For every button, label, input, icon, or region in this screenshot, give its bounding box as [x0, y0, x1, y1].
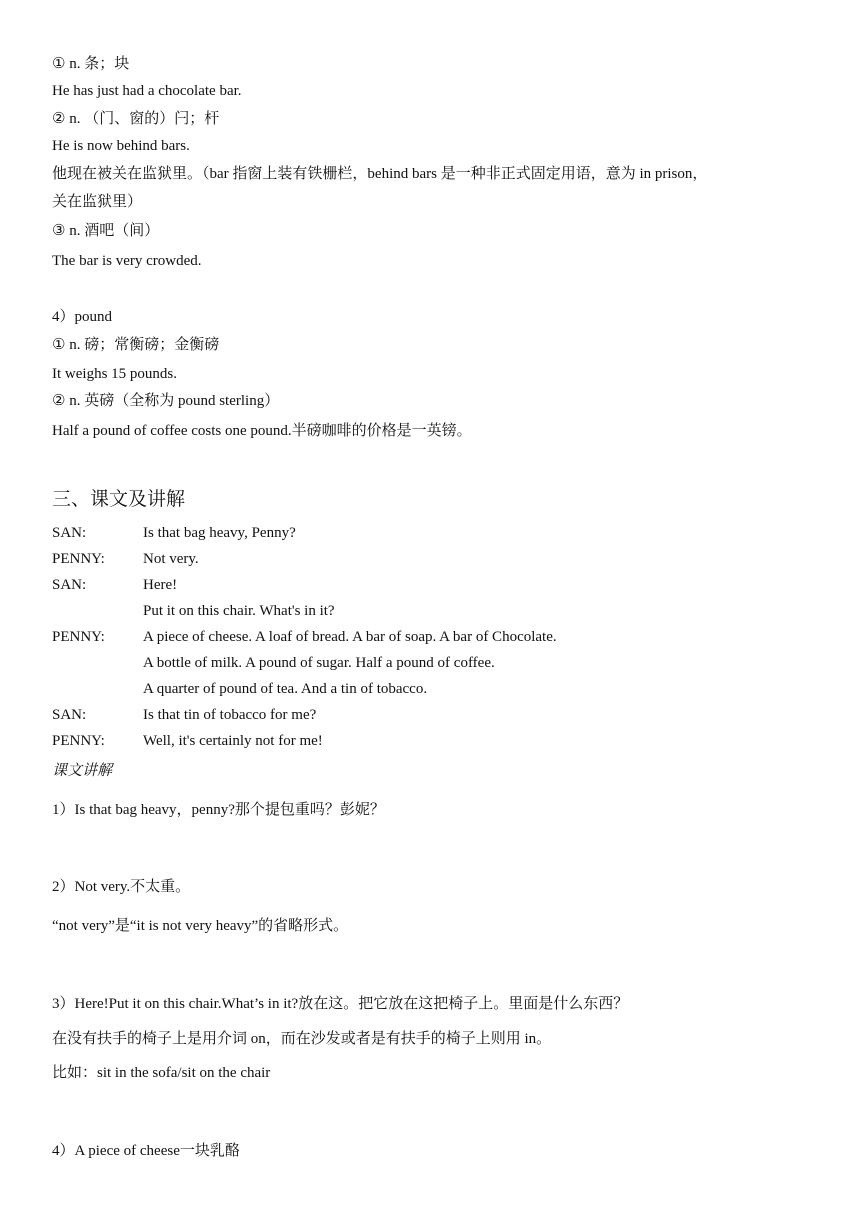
dialogue-line	[0, 654, 860, 672]
speaker: PENNY:	[52, 551, 105, 567]
line-text: Well, it's certainly not for me!	[143, 733, 323, 749]
speaker: SAN:	[52, 525, 87, 541]
dialogue-line	[0, 706, 860, 724]
explanation-heading: 课文讲解	[52, 763, 113, 779]
note-3: 3）Here!Put it on this chair.What’s in it?放在这。把它放在这把椅子上。里面是什么东西？	[52, 996, 629, 1012]
note-3-example: 比如：sit in the sofa/sit on the chair	[52, 1065, 271, 1081]
line-text: Is that tin of tobacco for me?	[143, 707, 317, 723]
pound-definition-2: ② n. 英磅（全称为 pound sterling）	[52, 393, 280, 409]
pound-definition-1: ① n. 磅；常衡磅；金衡磅	[52, 337, 220, 353]
line-text: A piece of cheese. A loaf of bread. A bar of soap. A bar of Chocolate.	[143, 629, 557, 645]
dialogue-line	[0, 732, 860, 750]
bar-example-3: The bar is very crowded.	[52, 253, 202, 269]
note-4: 4）A piece of cheese一块乳酪	[52, 1143, 240, 1159]
bar-definition-1: ① n. 条；块	[52, 56, 130, 72]
line-text: A bottle of milk. A pound of sugar. Half a pound of coffee.	[143, 655, 495, 671]
pound-title: 4）pound	[52, 309, 113, 325]
bar-definition-3: ③ n. 酒吧（间）	[52, 223, 160, 239]
section-heading: 三、课文及讲解	[52, 489, 186, 510]
bar-example-1: He has just had a chocolate bar.	[52, 83, 242, 99]
dialogue-line	[0, 680, 860, 698]
bar-example-2-explanation: 他现在被关在监狱里。（bar 指窗上装有铁栅栏，behind bars 是一种非正式固定用语，意为 in prison，	[52, 166, 708, 182]
line-text: A quarter of pound of tea. And a tin of tobacco.	[143, 681, 428, 697]
dialogue-line	[0, 576, 860, 594]
speaker: PENNY:	[52, 629, 105, 645]
line-text: Put it on this chair. What's in it?	[143, 603, 335, 619]
pound-example-2: Half a pound of coffee costs one pound.半磅咖啡的价格是一英镑。	[52, 423, 472, 439]
line-text: Is that bag heavy, Penny?	[143, 525, 296, 541]
note-2: 2）Not very.不太重。	[52, 879, 191, 895]
speaker: SAN:	[52, 707, 87, 723]
note-1: 1）Is that bag heavy，penny?那个提包重吗？彭妮？	[52, 802, 385, 818]
speaker: SAN:	[52, 577, 87, 593]
line-text: Not very.	[143, 551, 199, 567]
bar-example-2: He is now behind bars.	[52, 138, 190, 154]
dialogue-line	[0, 524, 860, 542]
line-text: Here!	[143, 577, 178, 593]
bar-example-2-explanation-cont: 关在监狱里）	[52, 194, 143, 210]
pound-example-1: It weighs 15 pounds.	[52, 366, 177, 382]
bar-definition-2: ② n. （门、窗的）闩；杆	[52, 111, 220, 127]
note-2-detail: “not very”是“it is not very heavy”的省略形式。	[52, 918, 349, 934]
dialogue-line	[0, 602, 860, 620]
dialogue-line	[0, 628, 860, 646]
note-3-detail: 在没有扶手的椅子上是用介词 on，而在沙发或者是有扶手的椅子上则用 in。	[52, 1031, 552, 1047]
speaker: PENNY:	[52, 733, 105, 749]
dialogue-line	[0, 550, 860, 568]
